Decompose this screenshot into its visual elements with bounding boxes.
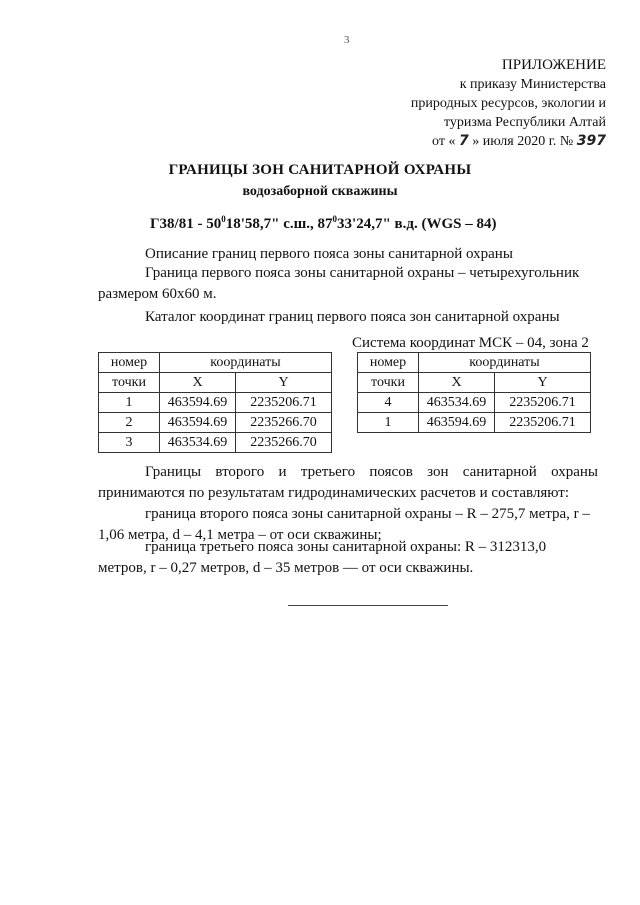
- header-number: номер: [358, 353, 419, 373]
- appendix-line-1: к приказу Министерства: [459, 77, 606, 92]
- lat-degree-sup: 0: [221, 214, 226, 224]
- cell-y: 2235206.71: [495, 393, 591, 413]
- table-row: [358, 413, 591, 433]
- table-row: [99, 413, 332, 433]
- header-y: Y: [236, 373, 332, 393]
- document-subtitle: водозаборной скважины: [242, 184, 398, 199]
- document-title: ГРАНИЦЫ ЗОН САНИТАРНОЙ ОХРАНЫ: [168, 162, 472, 178]
- cell-x: 463594.69: [160, 413, 236, 433]
- cell-y: 2235206.71: [495, 413, 591, 433]
- appendix-heading: ПРИЛОЖЕНИЕ: [501, 57, 606, 73]
- lon-rest: 33'24,7" в.д. (WGS – 84): [337, 216, 497, 232]
- page-number: 3: [344, 34, 350, 46]
- cell-x: 463594.69: [160, 393, 236, 413]
- cell-x: 463594.69: [419, 413, 495, 433]
- lat-rest: 18'58,7" с.ш., 87: [225, 216, 333, 232]
- coordinates-table-left: [98, 352, 332, 453]
- coordinates-table-right: [357, 352, 591, 433]
- cell-y: 2235266.70: [236, 413, 332, 433]
- date-middle: » июля 2020 г. №: [472, 134, 574, 149]
- cell-y: 2235266.70: [236, 433, 332, 453]
- cell-point: 1: [99, 393, 160, 413]
- appendix-date-line: [306, 132, 606, 151]
- closing-rule: [288, 605, 448, 606]
- header-coordinates: координаты: [160, 353, 332, 373]
- header-x: X: [160, 373, 236, 393]
- paragraph-second-zone: граница второго пояса зоны санитарной охраны – R – 275,7 метра, r – 1,06 метра, d – 4,1 метра – от оси скважины;: [98, 506, 590, 543]
- header-coordinates: координаты: [419, 353, 591, 373]
- table-row: [358, 393, 591, 413]
- header-x: X: [419, 373, 495, 393]
- appendix-line-2: природных ресурсов, экологии и: [410, 96, 606, 111]
- cell-x: 463534.69: [160, 433, 236, 453]
- cell-x: 463534.69: [419, 393, 495, 413]
- paragraph-description: Описание границ первого пояса зоны санитарной охраны: [145, 246, 513, 262]
- cell-y: 2235206.71: [236, 393, 332, 413]
- lon-degree-sup: 0: [332, 214, 338, 224]
- appendix-block: [306, 56, 606, 151]
- cell-point: 4: [358, 393, 419, 413]
- handwritten-order-number: 397: [576, 133, 606, 149]
- cell-point: 2: [99, 413, 160, 433]
- header-point: точки: [99, 373, 160, 393]
- header-y: Y: [495, 373, 591, 393]
- appendix-line-3: туризма Республики Алтай: [443, 115, 606, 130]
- date-prefix: от «: [432, 134, 456, 149]
- table-row: [99, 433, 332, 453]
- coordinate-system-label: Система координат МСК – 04, зона 2: [352, 335, 589, 351]
- header-point: точки: [358, 373, 419, 393]
- table-row: [99, 393, 332, 413]
- well-coordinates: [150, 214, 496, 233]
- handwritten-day: 7: [458, 133, 469, 149]
- cell-point: 1: [358, 413, 419, 433]
- well-id-lat: Г38/81 - 50: [150, 216, 222, 232]
- paragraph-second-third-zones: Границы второго и третьего поясов зон санитарной охраны принимаются по результатам гидродинамических расчетов и составляют:: [98, 464, 598, 501]
- paragraph-catalog: Каталог координат границ первого пояса зон санитарной охраны: [145, 309, 560, 325]
- paragraph-third-zone: граница третьего пояса зоны санитарной охраны: R – 312313,0 метров, r – 0,27 метров, d – 35 метров — от оси скважины.: [98, 539, 547, 576]
- header-number: номер: [99, 353, 160, 373]
- paragraph-boundary: Граница первого пояса зоны санитарной охраны – четырехугольник размером 60х60 м.: [98, 265, 580, 302]
- cell-point: 3: [99, 433, 160, 453]
